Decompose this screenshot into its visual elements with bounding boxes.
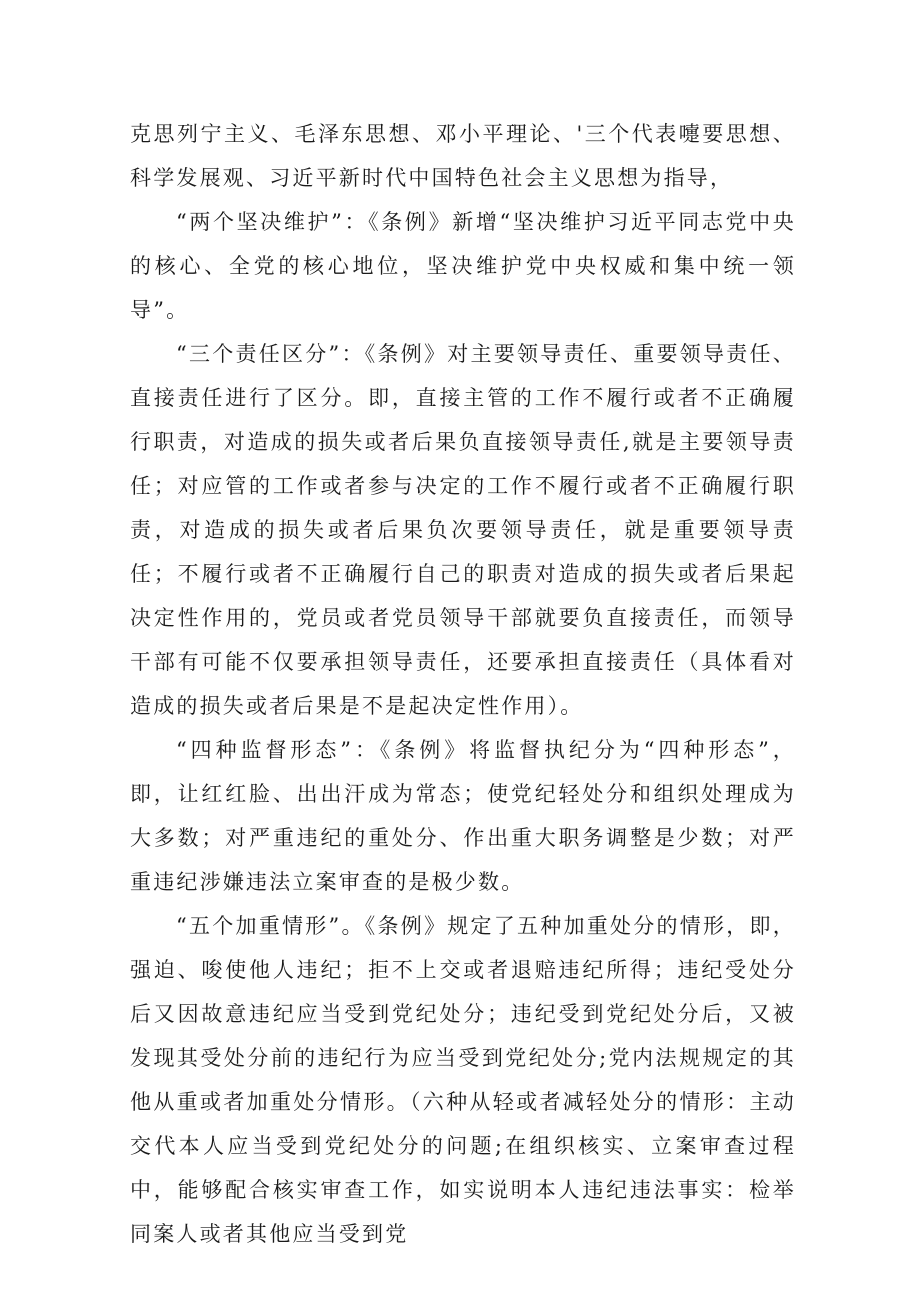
paragraph-four-supervision-forms: “四种监督形态”：《条例》将监督执纪分为“四种形态”，即，让红红脸、出出汗成为常态；使党纪轻处分和组织处理成为大多数；对严重违纪的重处分、作出重大职务调整是少数；对严重违纪涉嫌违法立案审查的是极少数。 [130,738,796,894]
paragraph-continued-intro: 克思列宁主义、毛泽东思想、邓小平理论、'三个代表嚏要思想、科学发展观、习近平新时代中国特色社会主义思想为指导， [130,122,796,190]
document-page [130,112,796,1256]
paragraph-three-responsibilities: “三个责任区分”：《条例》对主要领导责任、重要领导责任、直接责任进行了区分。即，直接主管的工作不履行或者不正确履行职责，对造成的损失或者后果负直接领导责任,就是主要领导责任；对应管的工作或者参与决定的工作不履行或者不正确履行职责，对造成的损失或者后果负次要领导责任，就是重要领导责任；不履行或者不正确履行自己的职责对造成的损失或者后果起决定性作用的，党员或者党员领导干部就要负直接责任，而领导干部有可能不仅要承担领导责任，还要承担直接责任（具体看对造成的损失或者后果是不是起决定性作用）。 [130,342,796,718]
paragraph-five-aggravating-circumstances: “五个加重情形”。《条例》规定了五种加重处分的情形，即，强迫、唆使他人违纪；拒不上交或者退赔违纪所得；违纪受处分后又因故意违纪应当受到党纪处分；违纪受到党纪处分后，又被发现其受处分前的违纪行为应当受到党纪处分;党内法规规定的其他从重或者加重处分情形。（六种从轻或者减轻处分的情形：主动交代本人应当受到党纪处分的问题;在组织核实、立案审查过程中，能够配合核实审查工作，如实说明本人违纪违法事实：检举同案人或者其他应当受到党 [130,914,796,1246]
paragraph-two-resolute-safeguards: “两个坚决维护”：《条例》新增“坚决维护习近平同志党中央的核心、全党的核心地位，坚决维护党中央权威和集中统一领导”。 [130,210,796,322]
